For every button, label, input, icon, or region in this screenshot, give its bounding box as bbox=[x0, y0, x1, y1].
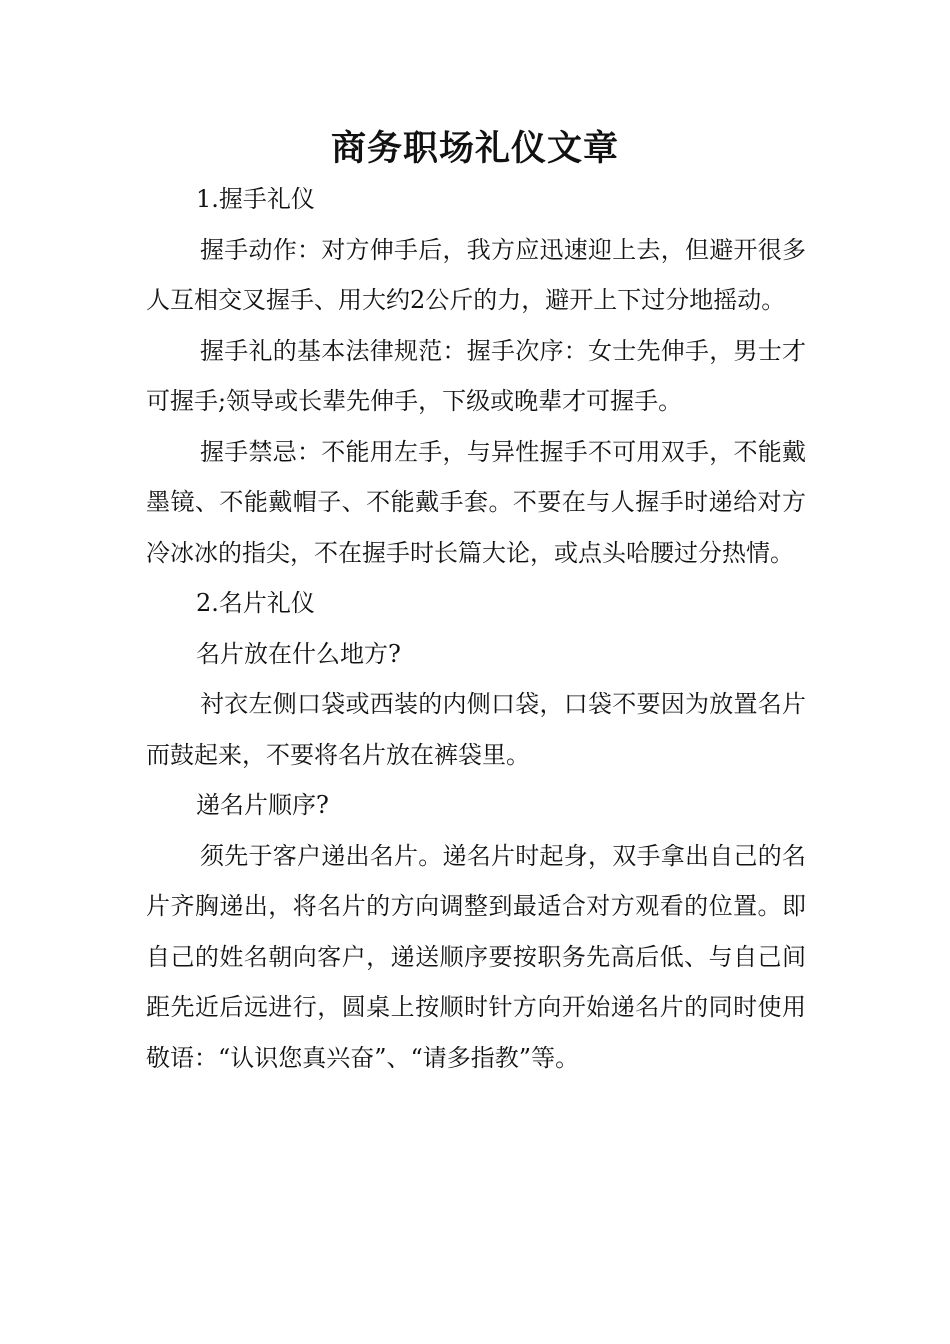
document-title: 商务职场礼仪文章 bbox=[330, 129, 619, 169]
document-body bbox=[146, 174, 806, 1083]
paragraph-card-order: 须先于客户递出名片。递名片时起身，双手拿出自己的名片齐胸递出，将名片的方向调整到最适合对方观看的位置。即自己的姓名朝向客户，递送顺序要按职务先高后低、与自己间距先近后远进行，圆桌上按顺时针方向开始递名片的同时使用敬语：“认识您真兴奋”、“请多指教”等。 bbox=[146, 841, 806, 1072]
paragraph-handshake-taboos: 握手禁忌：不能用左手，与异性握手不可用双手，不能戴墨镜、不能戴帽子、不能戴手套。不要在与人握手时递给对方冷冰冰的指尖，不在握手时长篇大论，或点头哈腰过分热情。 bbox=[146, 437, 806, 567]
question-card-order: 递名片顺序? bbox=[196, 791, 329, 819]
section-heading-business-card: 2.名片礼仪 bbox=[196, 589, 315, 617]
section-heading-handshake: 1.握手礼仪 bbox=[196, 185, 315, 213]
paragraph-handshake-action: 握手动作：对方伸手后，我方应迅速迎上去，但避开很多人互相交叉握手、用大约2公斤的力，避开上下过分地摇动。 bbox=[146, 235, 806, 314]
question-card-location: 名片放在什么地方? bbox=[196, 639, 401, 668]
paragraph-card-location: 衬衣左侧口袋或西装的内侧口袋，口袋不要因为放置名片而鼓起来，不要将名片放在裤袋里。 bbox=[146, 690, 806, 769]
paragraph-handshake-order: 握手礼的基本法律规范：握手次序：女士先伸手，男士才可握手;领导或长辈先伸手，下级或晚辈才可握手。 bbox=[146, 336, 806, 415]
